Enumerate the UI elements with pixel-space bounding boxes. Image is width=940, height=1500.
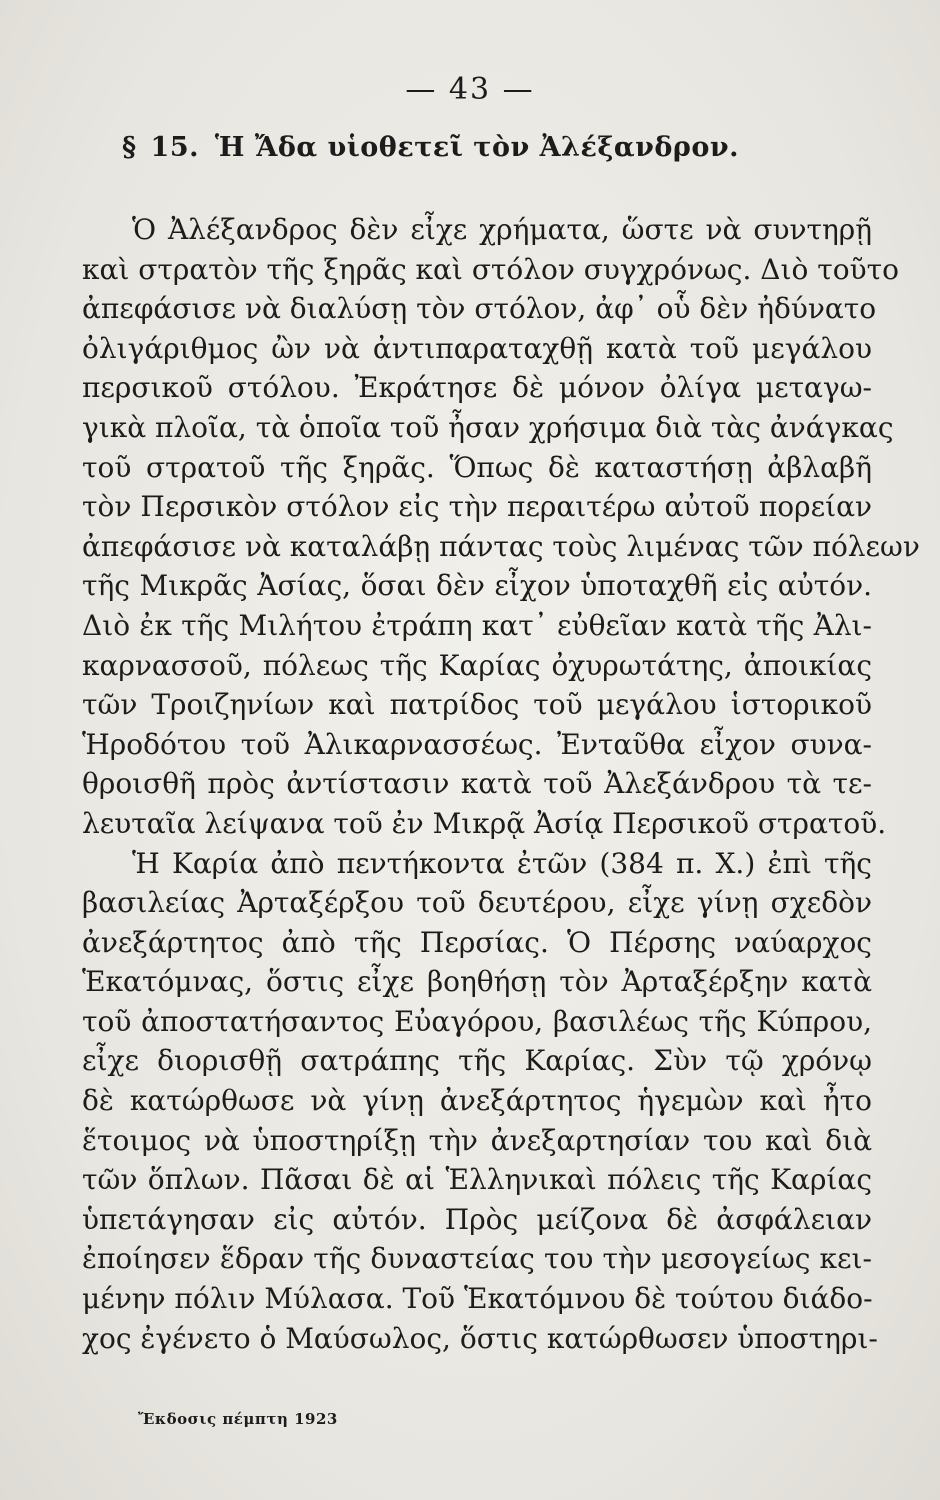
text-line: τοῦ ἀποστατήσαντος Εὐαγόρου, βασιλέως τῆς Κύπρου, [82, 1004, 872, 1038]
text-line: χος ἐγένετο ὁ Μαύσωλος, ὅστις κατώρθωσεν ὑποστηρι- [82, 1321, 878, 1355]
text-line: μένην πόλιν Μύλασα. Τοῦ Ἑκατόμνου δὲ τούτου διάδο- [82, 1282, 873, 1316]
section-heading [122, 132, 842, 163]
section-number: 15. [150, 132, 200, 163]
text-line: περσικοῦ στόλου. Ἐκράτησε δὲ μόνον ὀλίγα μεταγω- [82, 371, 872, 405]
text-line: ἐποίησεν ἕδραν τῆς δυναστείας του τὴν μεσογείως κει- [82, 1242, 872, 1276]
text-line: ὑπετάγησαν εἰς αὐτόν. Πρὸς μείζονα δὲ ἀσφάλειαν [82, 1202, 872, 1236]
text-line: Ἡ Καρία ἀπὸ πεντήκοντα ἐτῶν (384 π. Χ.) ἐπὶ τῆς [132, 846, 872, 880]
text-line: ἀπεφάσισε νὰ καταλάβῃ πάντας τοὺς λιμένας τῶν πόλεων [82, 529, 920, 563]
section-symbol: § [122, 132, 137, 163]
text-line: τοῦ στρατοῦ τῆς ξηρᾶς. Ὅπως δὲ καταστήσῃ ἀβλαβῆ [82, 450, 872, 484]
text-line: Ἑκατόμνας, ὅστις εἶχε βοηθήσῃ τὸν Ἀρταξέρξην κατὰ [82, 965, 872, 999]
text-line: τῶν Τροιζηνίων καὶ πατρίδος τοῦ μεγάλου ἱστορικοῦ [82, 688, 872, 722]
text-line: θροισθῆ πρὸς ἀντίστασιν κατὰ τοῦ Ἀλεξάνδρου τὰ τε- [82, 767, 872, 801]
text-line: ἀνεξάρτητος ἀπὸ τῆς Περσίας. Ὁ Πέρσης ναύαρχος [82, 925, 872, 959]
text-line: δὲ κατώρθωσε νὰ γίνῃ ἀνεξάρτητος ἡγεμὼν καὶ ἦτο [82, 1084, 872, 1118]
text-line: γικὰ πλοῖα, τὰ ὁποῖα τοῦ ἦσαν χρήσιμα διὰ τὰς ἀνάγκας [82, 410, 894, 444]
body-text [82, 210, 920, 1358]
text-line: τὸν Περσικὸν στόλον εἰς τὴν περαιτέρω αὐτοῦ πορείαν [82, 490, 872, 524]
text-line: ἀπεφάσισε νὰ διαλύσῃ τὸν στόλον, ἀφ᾽ οὗ δὲν ἠδύνατο [82, 292, 877, 326]
text-line: τῶν ὅπλων. Πᾶσαι δὲ αἱ Ἑλληνικαὶ πόλεις τῆς Καρίας [82, 1163, 872, 1197]
text-line: βασιλείας Ἀρταξέρξου τοῦ δευτέρου, εἶχε γίνῃ σχεδὸν [82, 886, 872, 920]
text-line: λευταῖα λείψανα τοῦ ἐν Μικρᾷ Ἀσίᾳ Περσικοῦ στρατοῦ. [82, 806, 887, 840]
edition-note: Ἔκδοσις πέμπτη 1923 [138, 1410, 338, 1428]
text-line: τῆς Μικρᾶς Ἀσίας, ὅσαι δὲν εἶχον ὑποταχθῆ εἰς αὐτόν. [82, 569, 872, 603]
text-line: εἶχε διορισθῇ σατράπης τῆς Καρίας. Σὺν τῷ χρόνῳ [82, 1044, 872, 1078]
text-line: Ὁ Ἀλέξανδρος δὲν εἶχε χρήματα, ὥστε νὰ συντηρῇ [132, 213, 872, 246]
text-line: καὶ στρατὸν τῆς ξηρᾶς καὶ στόλον συγχρόνως. Διὸ τοῦτο [82, 252, 899, 286]
text-line: Διὸ ἐκ τῆς Μιλήτου ἐτράπη κατ᾽ εὐθεῖαν κατὰ τῆς Ἀλι- [82, 608, 872, 642]
page-number: — 43 — [405, 72, 535, 107]
section-title: Ἡ Ἄδα υἱοθετεῖ τὸν Ἀλέξανδρον. [214, 132, 739, 163]
text-line: ὀλιγάριθμος ὢν νὰ ἀντιπαραταχθῇ κατὰ τοῦ μεγάλου [82, 331, 872, 365]
text-line: Ἡροδότου τοῦ Ἀλικαρνασσέως. Ἐνταῦθα εἶχον συνα- [82, 727, 872, 761]
text-line: ἕτοιμος νὰ ὑποστηρίξῃ τὴν ἀνεξαρτησίαν του καὶ διὰ [82, 1123, 872, 1157]
text-line: καρνασσοῦ, πόλεως τῆς Καρίας ὀχυρωτάτης, ἀποικίας [82, 648, 872, 682]
